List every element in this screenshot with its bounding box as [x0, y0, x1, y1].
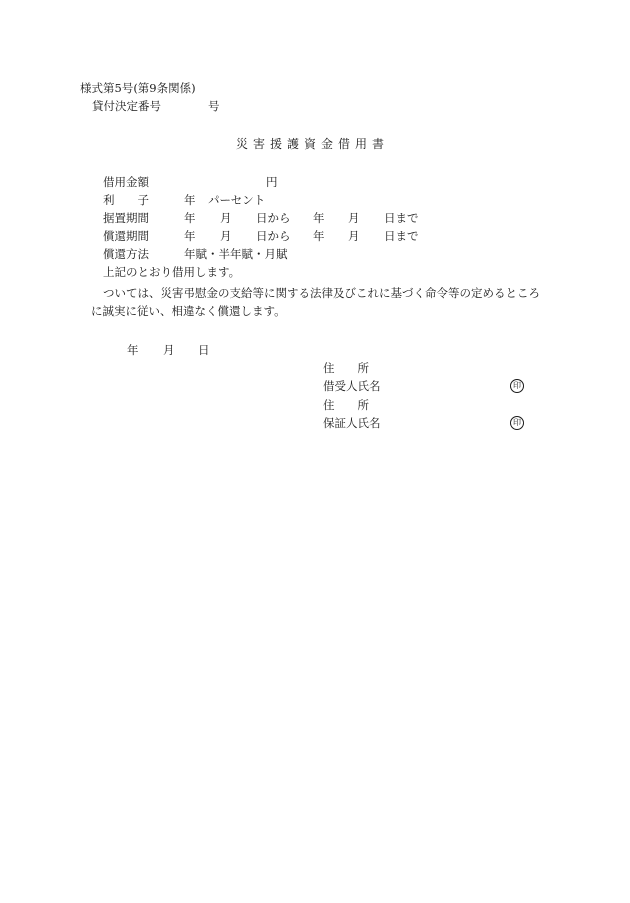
- repayment-end-year: 年: [313, 229, 325, 243]
- borrower-name-label: 借受人氏名: [323, 379, 381, 393]
- repayment-start-month: 月: [220, 229, 232, 243]
- statement-repay-line2: に誠実に従い、相違なく償還します。: [91, 304, 286, 318]
- deferral-end-month: 月: [348, 211, 360, 225]
- guarantor-name-label: 保証人氏名: [323, 416, 381, 430]
- date-year: 年: [127, 343, 139, 357]
- deferral-end-day: 日まで: [384, 211, 419, 225]
- form-number: 様式第5号(第9条関係): [80, 81, 196, 95]
- document-title: 災害援護資金借用書: [236, 137, 390, 151]
- repayment-end-day: 日まで: [384, 229, 419, 243]
- date-day: 日: [198, 343, 210, 357]
- guarantor-seal-icon: 印: [510, 416, 524, 430]
- repayment-start-year: 年: [184, 229, 196, 243]
- repayment-period-label: 償還期間: [103, 229, 149, 243]
- amount-label: 借用金額: [103, 175, 149, 189]
- interest-percent: パーセント: [208, 193, 266, 207]
- repayment-method-value: 年賦・半年賦・月賦: [184, 247, 288, 261]
- deferral-start-year: 年: [184, 211, 196, 225]
- borrower-address-label: 住 所: [323, 361, 369, 375]
- statement-borrow: 上記のとおり借用します。: [103, 265, 241, 279]
- deferral-start-day: 日から: [256, 211, 291, 225]
- deferral-end-year: 年: [313, 211, 325, 225]
- statement-repay-line1: ついては、災害弔慰金の支給等に関する法律及びこれに基づく命令等の定めるところ: [103, 286, 540, 300]
- interest-year: 年: [184, 193, 196, 207]
- guarantor-address-label: 住 所: [323, 398, 369, 412]
- loan-decision-suffix: 号: [208, 99, 220, 113]
- repayment-start-day: 日から: [256, 229, 291, 243]
- loan-decision-label: 貸付決定番号: [92, 99, 161, 113]
- amount-unit: 円: [266, 175, 278, 189]
- borrower-seal-icon: 印: [510, 379, 524, 393]
- deferral-label: 据置期間: [103, 211, 149, 225]
- date-month: 月: [163, 343, 175, 357]
- interest-label: 利 子: [103, 193, 149, 207]
- deferral-start-month: 月: [220, 211, 232, 225]
- repayment-end-month: 月: [348, 229, 360, 243]
- repayment-method-label: 償還方法: [103, 247, 149, 261]
